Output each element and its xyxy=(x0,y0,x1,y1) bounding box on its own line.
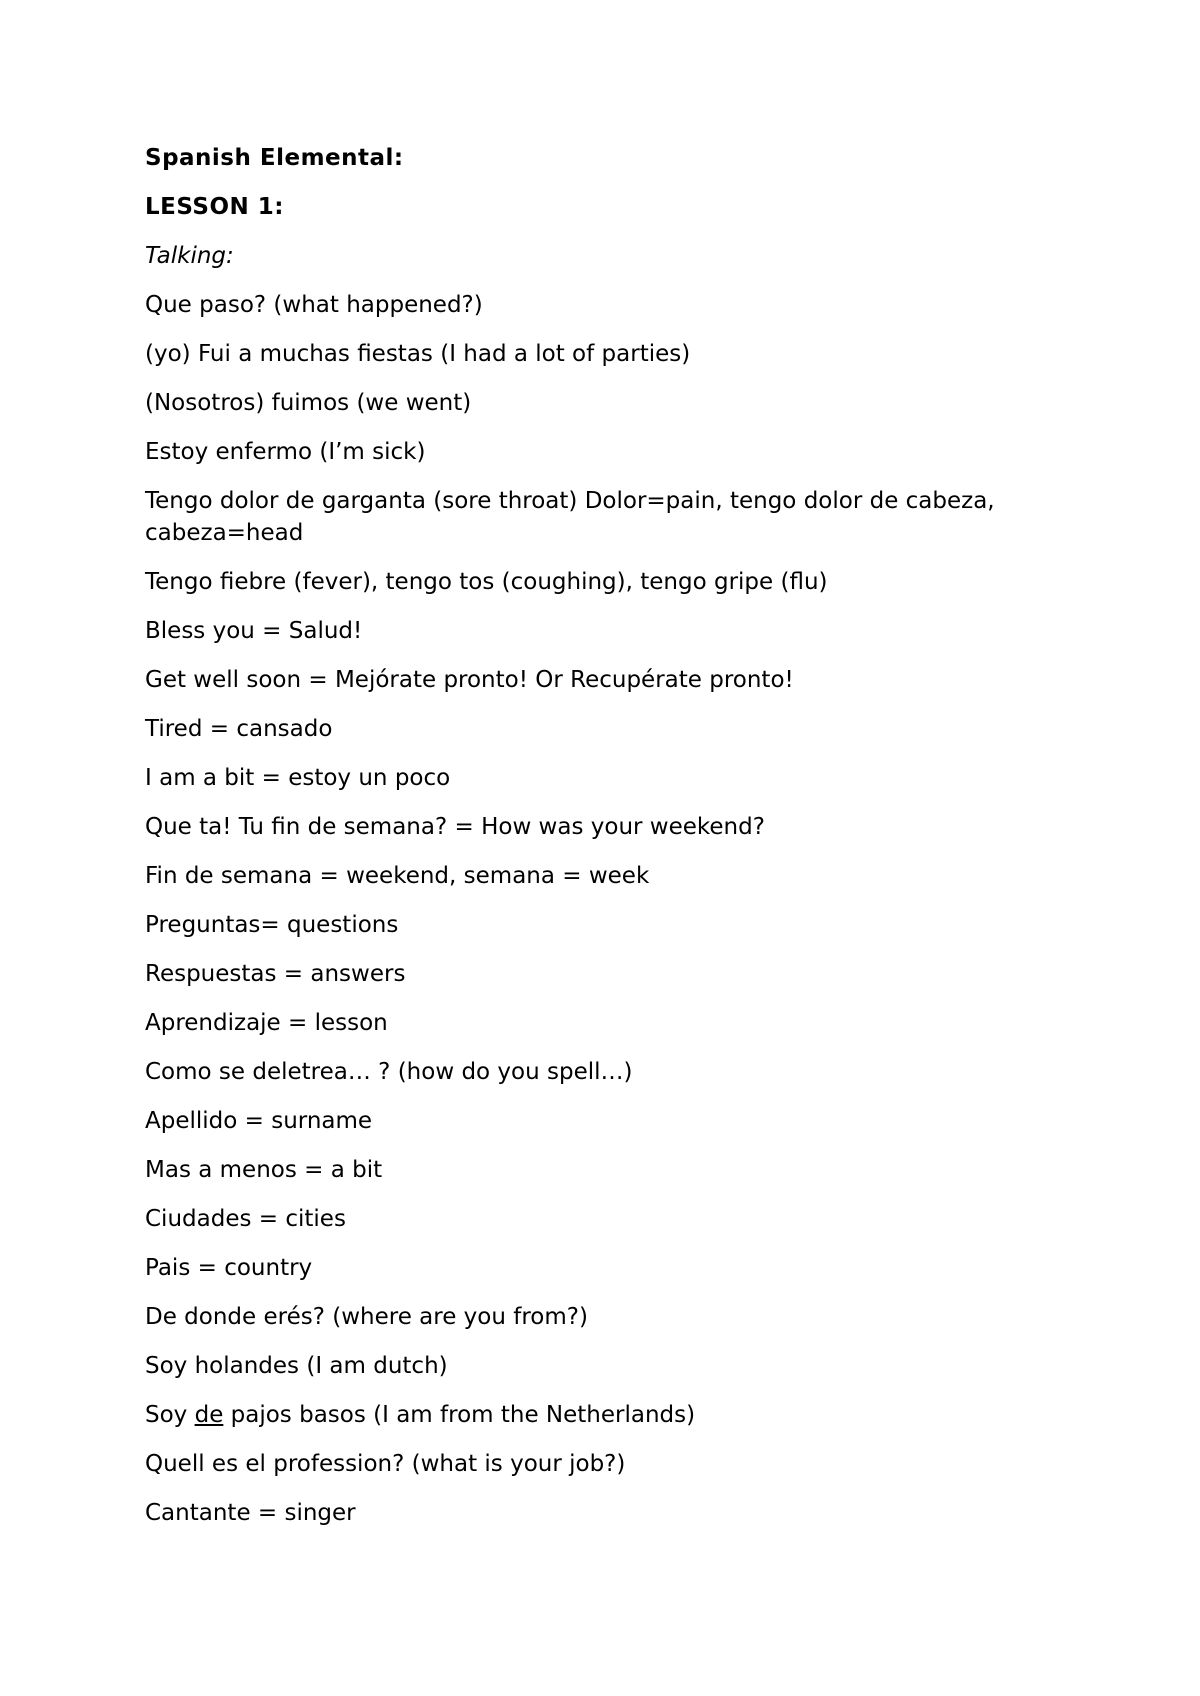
vocab-line: Fin de semana = weekend, semana = week xyxy=(145,863,650,889)
vocab-line: Respuestas = answers xyxy=(145,961,406,987)
vocab-line: Tired = cansado xyxy=(145,716,333,742)
vocab-line-underlined xyxy=(145,1399,1075,1431)
vocab-line: Preguntas= questions xyxy=(145,912,399,938)
vocab-line: (yo) Fui a muchas fiestas (I had a lot of parties) xyxy=(145,341,691,367)
vocab-line: Quell es el profession? (what is your job?) xyxy=(145,1451,626,1477)
section-heading: Talking: xyxy=(145,243,234,269)
vocab-line: Mas a menos = a bit xyxy=(145,1157,383,1183)
underlined-word: de xyxy=(194,1402,224,1428)
vocab-line: Cantante = singer xyxy=(145,1500,356,1526)
vocab-line: Pais = country xyxy=(145,1255,313,1281)
vocab-line: Bless you = Salud! xyxy=(145,618,363,644)
vocab-line: Estoy enfermo (I’m sick) xyxy=(145,439,426,465)
vocab-line: Que paso? (what happened?) xyxy=(145,292,483,318)
text-after-underline: pajos basos (I am from the Netherlands) xyxy=(223,1402,696,1428)
vocab-line: Apellido = surname xyxy=(145,1108,373,1134)
vocab-line: Tengo fiebre (fever), tengo tos (coughing), tengo gripe (flu) xyxy=(145,569,828,595)
vocab-line: Como se deletrea… ? (how do you spell…) xyxy=(145,1059,633,1085)
vocab-line: Ciudades = cities xyxy=(145,1206,346,1232)
vocab-line: Get well soon = Mejórate pronto! Or Recupérate pronto! xyxy=(145,667,794,693)
vocab-line: Soy holandes (I am dutch) xyxy=(145,1353,448,1379)
vocab-line: Tengo dolor de garganta (sore throat) Dolor=pain, tengo dolor de cabeza, cabeza=head xyxy=(145,488,995,546)
vocab-line: Que ta! Tu fin de semana? = How was your weekend? xyxy=(145,814,765,840)
text-before-underline: Soy xyxy=(145,1402,195,1428)
vocab-line: Aprendizaje = lesson xyxy=(145,1010,388,1036)
document-body xyxy=(145,142,1075,1546)
vocab-line: I am a bit = estoy un poco xyxy=(145,765,451,791)
vocab-line: De donde erés? (where are you from?) xyxy=(145,1304,588,1330)
vocab-line: (Nosotros) fuimos (we went) xyxy=(145,390,472,416)
lesson-heading: LESSON 1: xyxy=(145,194,284,220)
document-title: Spanish Elemental: xyxy=(145,145,404,171)
